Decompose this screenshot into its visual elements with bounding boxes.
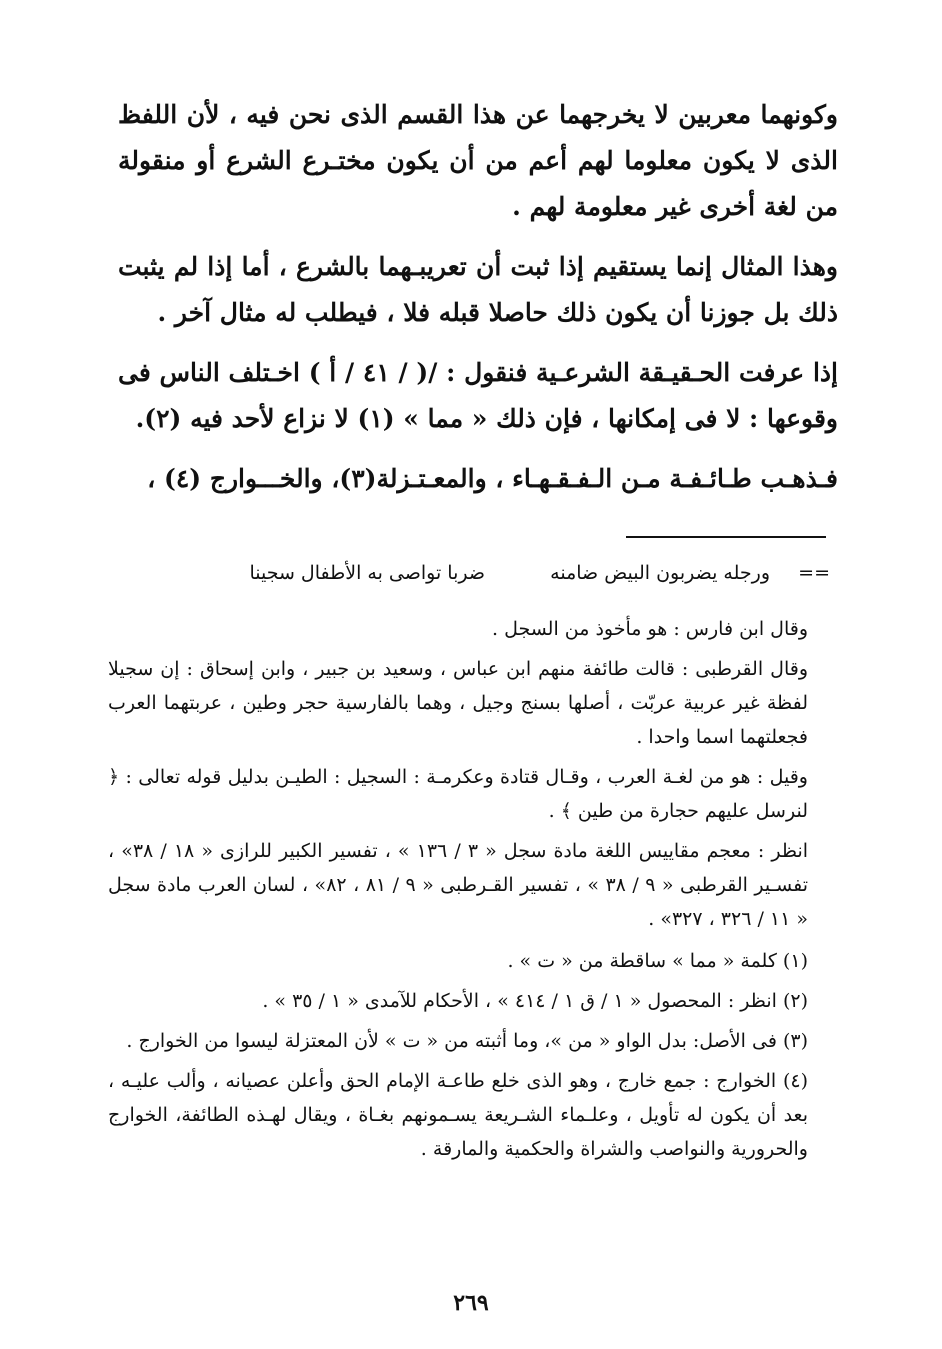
footnotes — [108, 612, 808, 1172]
note-line-qurtubi: وقال القرطبى : قالت طائفة منهم ابن عباس ، وسعيد بن جبير ، وابن إسحاق : إن سجيلا لفظة غير عربية عربّت ، أصلها بسنج وجيل ، وهما بالفارسية حجر وطين ، عربتهما العرب فجعلتهما اسما واحدا . — [108, 658, 808, 748]
note-line-qatada: وقيل : هو من لغـة العرب ، وقـال قتادة وعكرمـة : السجيل : الطيـن بدليل قوله تعالى : ﴿ لنرسل عليهم حجارة من طين ﴾ . — [108, 766, 808, 822]
footnote-2: (٢) انظر : المحصول « ١ / ق ١ / ٤١٤ » ، الأحكام للآمدى « ١ / ٣٥ » . — [262, 990, 808, 1012]
page-number: ٢٦٩ — [453, 1290, 489, 1316]
note-line-references: انظر : معجم مقاييس اللغة مادة سجل « ٣ / ١٣٦ » ، تفسير الكبير للرازى « ١٨ / ٣٨» ، تفسـير القرطبى « ٩ / ٣٨ » ، تفسير القـرطبى « ٩ / ٨١ ، ٨٢» ، لسان العرب مادة سجل « ١١ / ٣٢٦ ، ٣٢٧» . — [108, 840, 809, 930]
verse-hemistich-1: ورجله يضربون البيض ضامنه — [550, 562, 770, 584]
footnote-separator — [626, 536, 826, 538]
main-text — [118, 92, 838, 516]
verse-hemistich-2: ضربا تواصى به الأطفال سجينا — [249, 562, 485, 584]
main-paragraph-3: إذا عرفت الحـقيـقة الشرعـية فنقول : /( / ٤١ / أ ) اخـتلف الناس فى وقوعها : لا فى إمكانها ، فإن ذلك « مما » (١) لا نزاع لأحد فيه (٢). — [118, 358, 838, 433]
main-paragraph-4: فـذهـب طـائـفـة مـن الـفـقـهـاء ، والمعـتـزلة(٣)، والخـــوارج (٤) ، — [147, 464, 838, 493]
continuation-marker: == — [798, 562, 830, 584]
footnote-4: (٤) الخوارج : جمع خارج ، وهو الذى خلع طاعـة الإمام الحق وأعلن عصيانه ، وألب عليـه ، بعد أن يكون له تأويل ، وعلـماء الشـريعة يسـمونهم بغـاة ، ويقال لهـذه الطائفة، الخوارج والحرورية والنواصب والشراة والحكمية والمارقة . — [108, 1070, 808, 1160]
footnote-verse — [200, 556, 830, 592]
main-paragraph-1: وكونهما معربين لا يخرجهما عن هذا القسم الذى نحن فيه ، لأن اللفظ الذى لا يكون معلوما لهم أعم من أن يكون مختـرع الشرع أو منقولة من لغة أخرى غير معلومة لهم . — [118, 100, 838, 221]
note-line-ibn-faris: وقال ابن فارس : هو مأخوذ من السجل . — [491, 618, 808, 640]
footnote-1: (١) كلمة « مما » ساقطة من « ت » . — [507, 950, 808, 972]
main-paragraph-2: وهذا المثال إنما يستقيم إذا ثبت أن تعريبـهما بالشرع ، أما إذا لم يثبت ذلك بل جوزنا أن يكون ذلك حاصلا قبله فلا ، فيطلب له مثال آخر . — [118, 252, 838, 327]
footnote-3: (٣) فى الأصل: بدل الواو « من »، وما أثبته من « ت » لأن المعتزلة ليسوا من الخوارج . — [126, 1030, 808, 1052]
